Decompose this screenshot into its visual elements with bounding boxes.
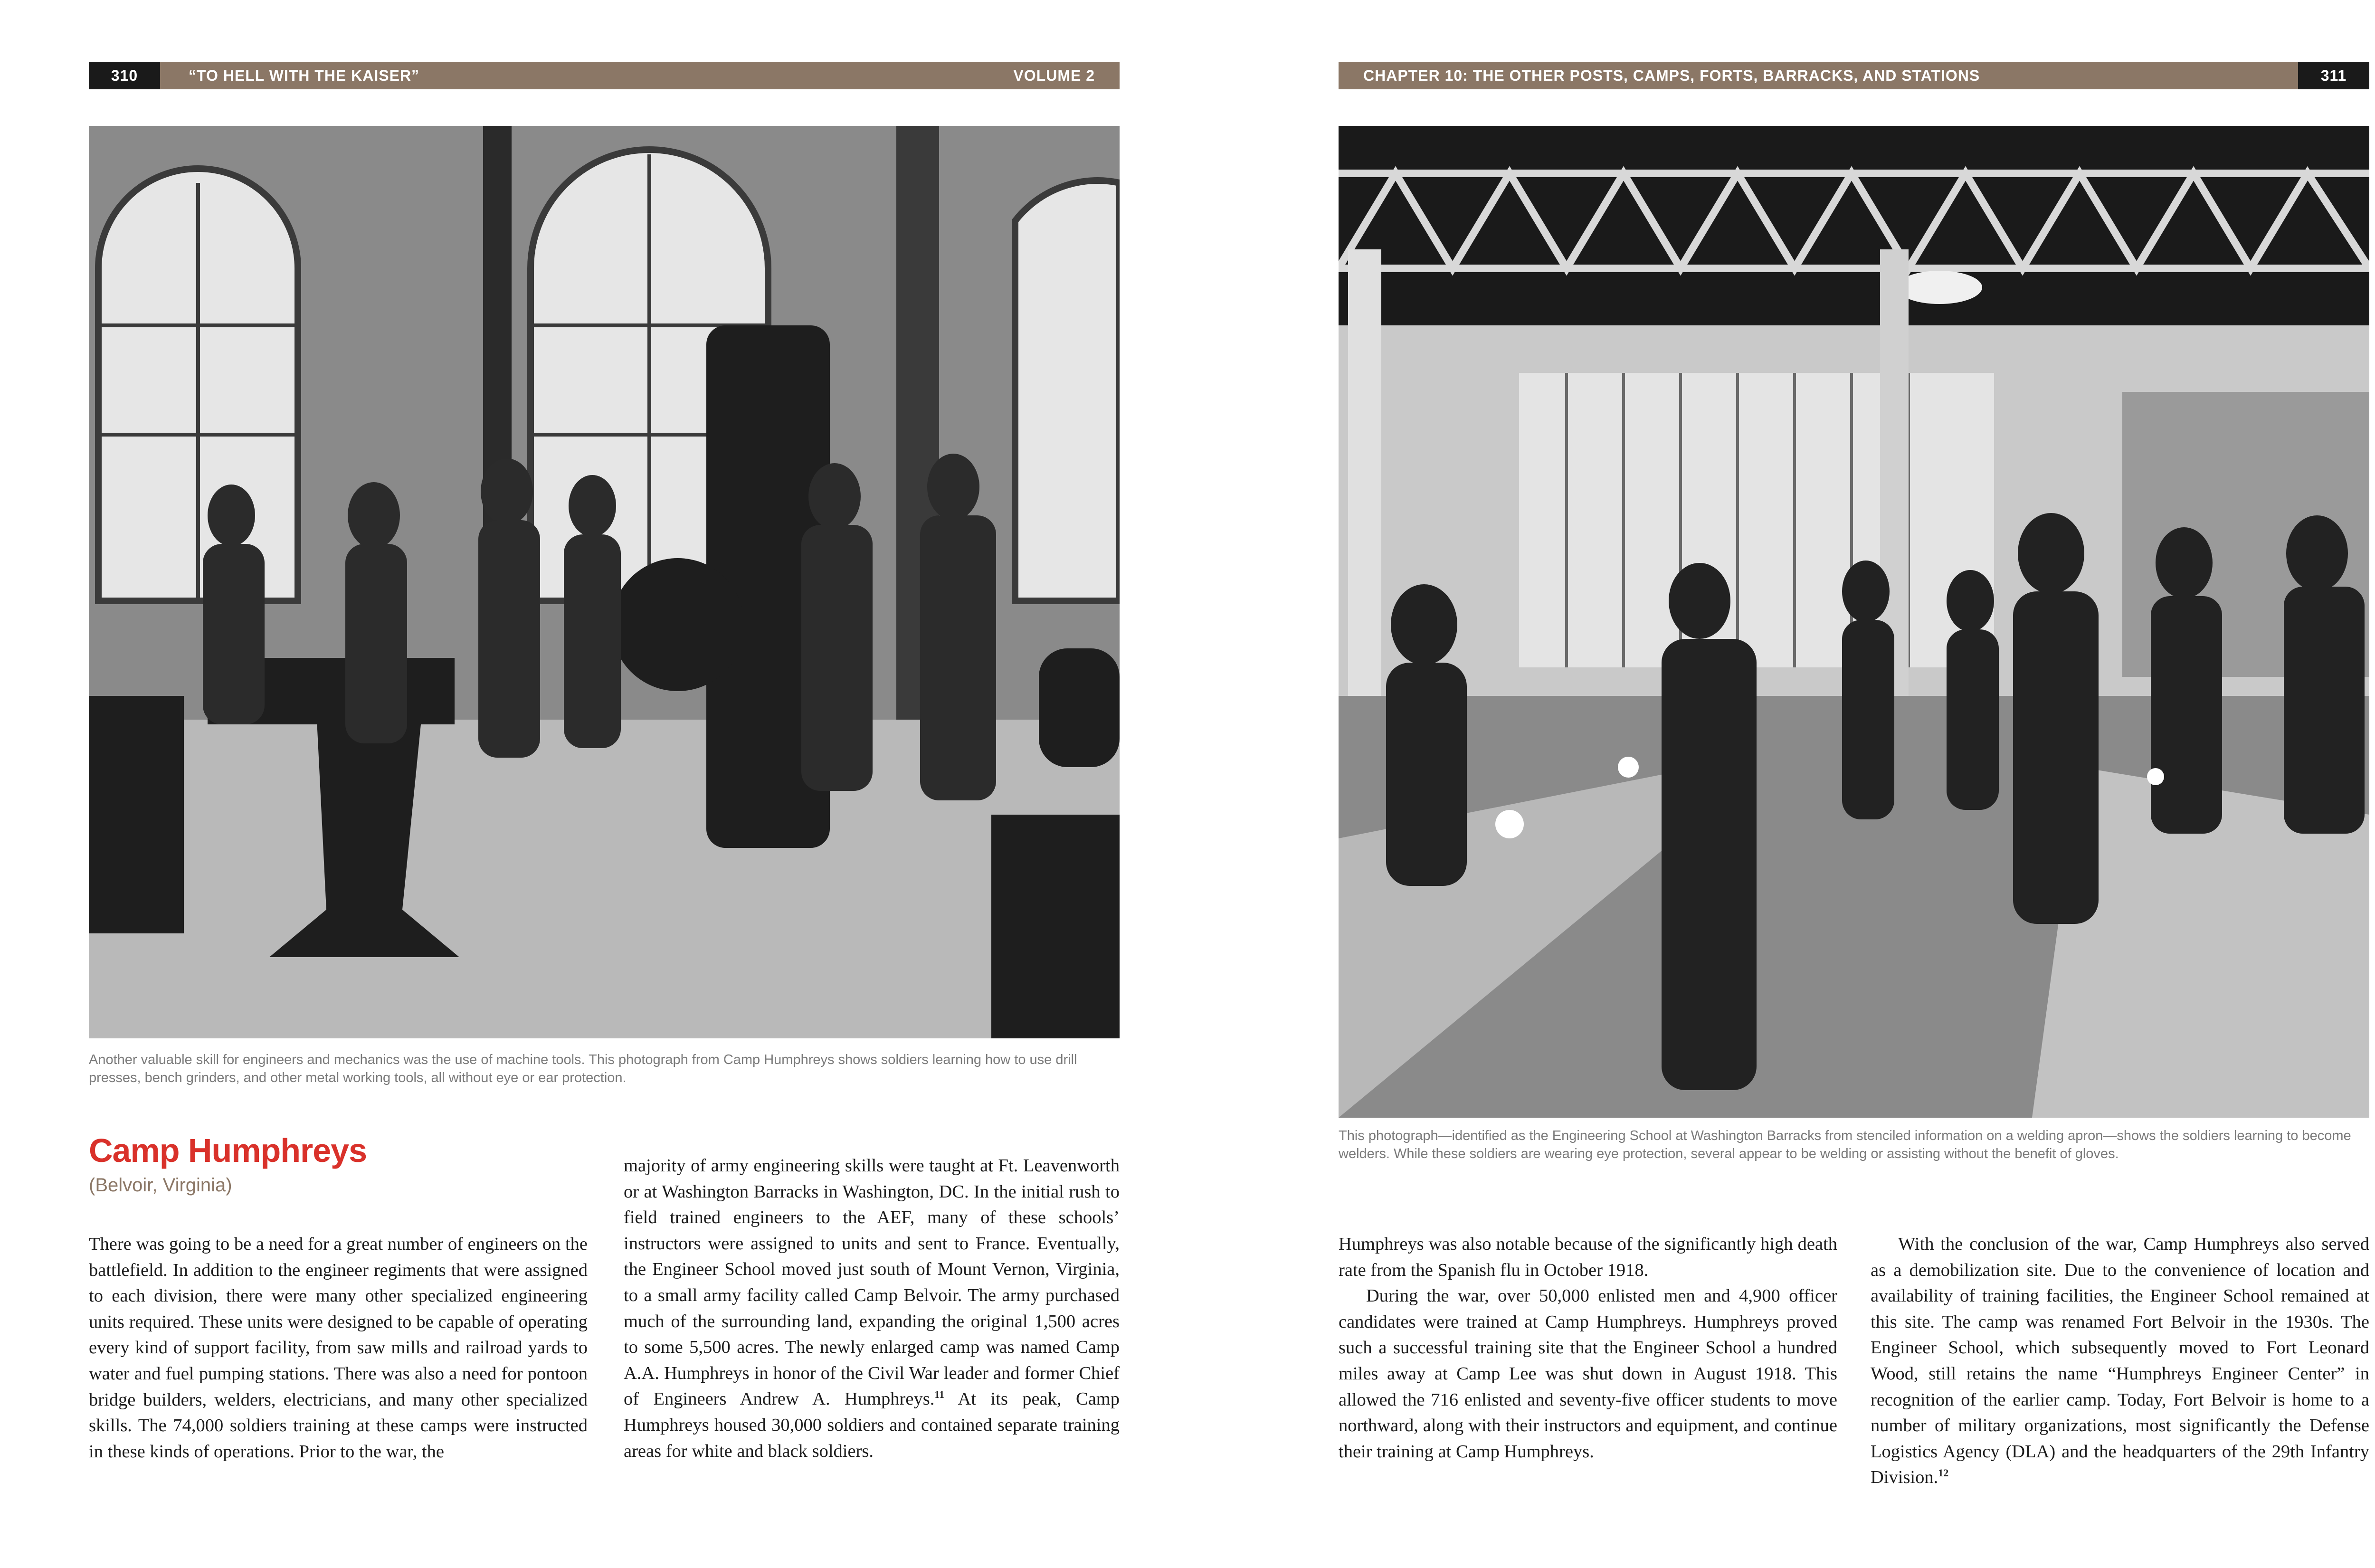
left-col1-paragraph: There was going to be a need for a great number of engineers on the battlefield. In addition to the engineer regiments that were assigned to each division, there were many other specialized engineering units required. These units were designed to be capable of operating every kind of support facility, from saw mills and railroad yards to water and fuel pumping stations. There was also a need for pontoon bridge builders, welders, electricians, and many other specialized skills. The 74,000 soldiers training at these camps were instructed in these kinds of operations. Prior to the war, the bbox=[89, 1234, 588, 1462]
right-header-bar bbox=[1339, 62, 2369, 89]
left-page-number: 310 bbox=[89, 62, 160, 89]
section-title: Camp Humphreys bbox=[89, 1132, 367, 1169]
left-column-2 bbox=[624, 1153, 1120, 1464]
right-col2-paragraph bbox=[1871, 1231, 2369, 1491]
chapter-title: CHAPTER 10: THE OTHER POSTS, CAMPS, FORTS, BARRACKS, AND STATIONS bbox=[1363, 67, 1980, 84]
volume-label: VOLUME 2 bbox=[1013, 67, 1095, 84]
left-photo-caption: Another valuable skill for engineers and mechanics was the use of machine tools. This photograph from Camp Humphreys shows soldiers learning how to use drill presses, bench grinders, and other metal working tools, all without eye or ear protection. bbox=[89, 1052, 1077, 1085]
welding-school-photo bbox=[1339, 126, 2369, 1118]
left-column-1 bbox=[89, 1231, 588, 1464]
right-col1-paragraph-2: During the war, over 50,000 enlisted men and 4,900 officer candidates were trained at Camp Humphreys. Humphreys proved such a successful training site that the Engineer School a hundred miles away at Camp Lee was shut down in August 1918. This allowed the 716 enlisted and seventy-five officer students to move northward, along with their instructors and equipment, and continue their training at Camp Humphreys. bbox=[1339, 1286, 1837, 1462]
right-page-number: 311 bbox=[2298, 62, 2369, 89]
left-col2-paragraph bbox=[624, 1153, 1120, 1464]
endnote-12: 12 bbox=[1938, 1467, 1949, 1479]
machine-shop-photo bbox=[89, 126, 1120, 1038]
section-subtitle: (Belvoir, Virginia) bbox=[89, 1175, 232, 1196]
machine-shop-illustration bbox=[89, 126, 1120, 1038]
running-title: “TO HELL WITH THE KAISER” bbox=[189, 67, 420, 84]
right-photo-caption: This photograph—identified as the Engineering School at Washington Barracks from stenciled information on a welding apron—shows the soldiers learning to become welders. While these soldiers are wearing eye protection, several appear to be welding or assisting without the benefit of gloves. bbox=[1339, 1128, 2351, 1161]
left-col2-text: majority of army engineering skills were taught at Ft. Leavenworth or at Washington Barracks in Washington, DC. In the initial rush to field trained engineers to the AEF, many of these schools’ instructors were assigned to units and sent to France. Eventually, the Engineer School moved just south of Mount Vernon, Virginia, to a small army facility called Camp Belvoir. The army purchased much of the surrounding land, expanding the original 1,500 acres to some 5,500 acres. The newly enlarged camp was named Camp A.A. Humphreys in honor of the Civil War leader and former Chief of Engineers Andrew A. Humphreys. bbox=[624, 1156, 1120, 1409]
welding-school-illustration bbox=[1339, 126, 2369, 1118]
right-column-1 bbox=[1339, 1231, 1837, 1464]
left-col2-text-after: At its peak, Camp Humphreys housed 30,000 soldiers and contained separate training areas for white and black soldiers. bbox=[624, 1389, 1120, 1461]
left-header-bar bbox=[89, 62, 1120, 89]
right-column-2 bbox=[1871, 1231, 2369, 1491]
endnote-11: 11 bbox=[934, 1388, 945, 1401]
right-col1-paragraph-1: Humphreys was also notable because of the significantly high death rate from the Spanish flu in October 1918. bbox=[1339, 1234, 1837, 1280]
right-col2-text: With the conclusion of the war, Camp Humphreys also served as a demobilization site. Due to the convenience of location and availability of training facilities, the Engineer School remained at this site. The camp was renamed Fort Belvoir in the 1930s. The Engineer School, which subsequently moved to Fort Leonard Wood, still retains the name “Humphreys Engineer Center” in recognition of the earlier camp. Today, Fort Belvoir is home to a number of military organizations, most significantly the Defense Logistics Agency (DLA) and the headquarters of the 29th Infantry Division. bbox=[1871, 1234, 2369, 1488]
